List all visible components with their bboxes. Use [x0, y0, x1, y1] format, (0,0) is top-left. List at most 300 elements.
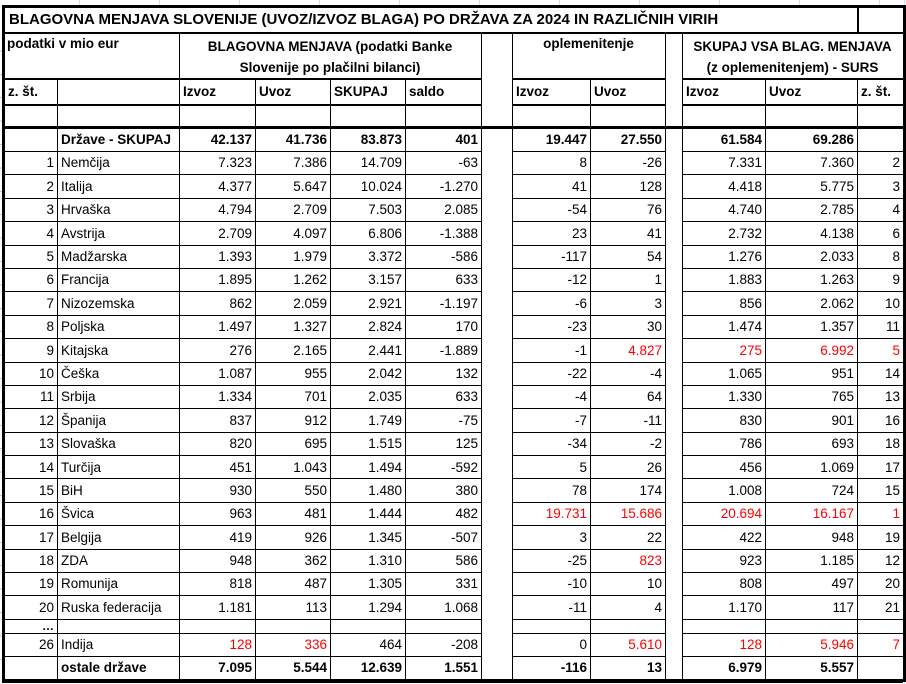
cell-row-no[interactable] — [4, 657, 58, 681]
cell-bs-izvoz[interactable]: 7.095 — [180, 657, 256, 681]
cell-bs-skupaj[interactable]: 83.873 — [331, 128, 406, 152]
cell-row-no-2[interactable]: 1 — [858, 502, 905, 525]
cell-bs-skupaj[interactable]: 2.824 — [331, 315, 406, 338]
cell-surs-uvoz[interactable]: 2.033 — [766, 245, 858, 268]
cell-bs-izvoz[interactable]: 1.181 — [180, 596, 256, 619]
cell-ople-uvoz[interactable]: 64 — [591, 385, 666, 408]
cell-surs-izvoz[interactable]: 1.474 — [683, 315, 766, 338]
cell-row-no-2[interactable]: 15 — [858, 479, 905, 502]
cell-row-no-2[interactable]: 19 — [858, 526, 905, 549]
cell-bs-izvoz[interactable]: 963 — [180, 502, 256, 525]
bank-group-header[interactable] — [180, 33, 482, 79]
cell-bs-uvoz[interactable]: 336 — [256, 633, 331, 656]
cell-row-no[interactable]: 18 — [4, 549, 58, 572]
cell-row-no[interactable]: 15 — [4, 479, 58, 502]
cell-surs-uvoz[interactable]: 951 — [766, 362, 858, 385]
cell-ople-izvoz[interactable]: -6 — [513, 292, 591, 315]
cell-bs-izvoz[interactable]: 4.377 — [180, 175, 256, 198]
col-header-saldo[interactable]: saldo — [406, 79, 482, 105]
cell-saldo[interactable]: 1.068 — [406, 596, 482, 619]
table-row — [4, 105, 905, 128]
col-header-bs-uvoz[interactable]: Uvoz — [256, 79, 331, 105]
cell-surs-uvoz[interactable]: 16.167 — [766, 502, 858, 525]
spacer-cell — [482, 362, 513, 385]
cell-saldo[interactable]: 482 — [406, 502, 482, 525]
cell-country[interactable]: Kitajska — [58, 339, 180, 362]
cell-surs-izvoz[interactable]: 808 — [683, 573, 766, 596]
cell-country[interactable]: Ruska federacija — [58, 596, 180, 619]
unit-label[interactable]: podatki v mio eur — [4, 33, 180, 79]
cell-country[interactable]: Turčija — [58, 456, 180, 479]
col-header-surs-izvoz[interactable]: Izvoz — [683, 79, 766, 105]
cell-saldo[interactable] — [406, 105, 482, 128]
cell-bs-uvoz[interactable]: 550 — [256, 479, 331, 502]
cell-bs-izvoz[interactable]: 818 — [180, 573, 256, 596]
cell-bs-izvoz[interactable]: 862 — [180, 292, 256, 315]
cell-surs-uvoz[interactable]: 1.069 — [766, 456, 858, 479]
cell-ople-uvoz[interactable]: 76 — [591, 198, 666, 221]
cell-saldo[interactable]: 633 — [406, 385, 482, 408]
cell-row-no-2[interactable]: 6 — [858, 222, 905, 245]
cell-bs-uvoz[interactable]: 695 — [256, 432, 331, 455]
cell-surs-uvoz[interactable]: 948 — [766, 526, 858, 549]
cell-bs-skupaj[interactable]: 2.441 — [331, 339, 406, 362]
cell-bs-uvoz[interactable] — [256, 619, 331, 633]
cell-surs-uvoz[interactable]: 2.062 — [766, 292, 858, 315]
cell-saldo[interactable]: 125 — [406, 432, 482, 455]
cell-bs-uvoz[interactable]: 912 — [256, 409, 331, 432]
cell-bs-skupaj[interactable]: 1.294 — [331, 596, 406, 619]
cell-surs-uvoz[interactable]: 7.360 — [766, 152, 858, 175]
cell-surs-izvoz[interactable]: 4.418 — [683, 175, 766, 198]
cell-row-no[interactable]: 1 — [4, 152, 58, 175]
cell-ople-izvoz[interactable]: -11 — [513, 596, 591, 619]
cell-country[interactable]: Države - SKUPAJ — [58, 128, 180, 152]
cell-ople-uvoz[interactable]: 4 — [591, 596, 666, 619]
cell-ople-izvoz[interactable]: 41 — [513, 175, 591, 198]
cell-surs-uvoz[interactable]: 1.185 — [766, 549, 858, 572]
cell-ople-uvoz[interactable]: 41 — [591, 222, 666, 245]
cell-country[interactable]: Slovaška — [58, 432, 180, 455]
cell-ople-izvoz[interactable]: 23 — [513, 222, 591, 245]
cell-row-no-2[interactable] — [858, 657, 905, 681]
cell-ople-uvoz[interactable]: 10 — [591, 573, 666, 596]
cell-row-no-2[interactable]: 7 — [858, 633, 905, 656]
cell-surs-izvoz[interactable]: 786 — [683, 432, 766, 455]
cell-surs-uvoz[interactable]: 5.946 — [766, 633, 858, 656]
cell-ople-izvoz[interactable]: 3 — [513, 526, 591, 549]
cell-bs-skupaj[interactable] — [331, 619, 406, 633]
cell-ople-izvoz[interactable]: -23 — [513, 315, 591, 338]
cell-ople-izvoz[interactable]: -1 — [513, 339, 591, 362]
cell-surs-uvoz[interactable]: 6.992 — [766, 339, 858, 362]
cell-ople-uvoz[interactable]: 26 — [591, 456, 666, 479]
cell-row-no-2[interactable]: 16 — [858, 409, 905, 432]
cell-bs-skupaj[interactable]: 1.749 — [331, 409, 406, 432]
cell-row-no[interactable]: 13 — [4, 432, 58, 455]
cell-surs-izvoz[interactable]: 4.740 — [683, 198, 766, 221]
cell-row-no-2[interactable]: 11 — [858, 315, 905, 338]
cell-bs-skupaj[interactable]: 1.305 — [331, 573, 406, 596]
cell-ople-uvoz[interactable]: 5.610 — [591, 633, 666, 656]
cell-saldo[interactable]: -507 — [406, 526, 482, 549]
cell-surs-izvoz[interactable]: 6.979 — [683, 657, 766, 681]
cell-saldo[interactable]: 2.085 — [406, 198, 482, 221]
cell-bs-uvoz[interactable]: 1.262 — [256, 268, 331, 291]
cell-saldo[interactable]: -1.889 — [406, 339, 482, 362]
cell-bs-skupaj[interactable]: 1.515 — [331, 432, 406, 455]
cell-bs-uvoz[interactable]: 2.709 — [256, 198, 331, 221]
cell-saldo[interactable]: 586 — [406, 549, 482, 572]
cell-bs-izvoz[interactable]: 1.334 — [180, 385, 256, 408]
cell-row-no-2[interactable]: 5 — [858, 339, 905, 362]
cell-bs-skupaj[interactable] — [331, 105, 406, 128]
cell-country[interactable]: Nemčija — [58, 152, 180, 175]
cell-row-no[interactable]: 11 — [4, 385, 58, 408]
cell-surs-izvoz[interactable]: 1.065 — [683, 362, 766, 385]
cell-row-no[interactable] — [4, 105, 58, 128]
cell-row-no-2[interactable] — [858, 128, 905, 152]
cell-saldo[interactable] — [406, 619, 482, 633]
cell-ople-izvoz[interactable] — [513, 105, 591, 128]
cell-bs-skupaj[interactable]: 6.806 — [331, 222, 406, 245]
cell-saldo[interactable]: -586 — [406, 245, 482, 268]
table-row — [4, 245, 905, 268]
cell-bs-uvoz[interactable]: 487 — [256, 573, 331, 596]
cell-ople-uvoz[interactable] — [591, 619, 666, 633]
cell-bs-uvoz[interactable]: 1.327 — [256, 315, 331, 338]
cell-row-no[interactable]: 10 — [4, 362, 58, 385]
cell-ople-uvoz[interactable]: -26 — [591, 152, 666, 175]
cell-surs-uvoz[interactable]: 2.785 — [766, 198, 858, 221]
cell-bs-skupaj[interactable]: 2.042 — [331, 362, 406, 385]
cell-bs-skupaj[interactable]: 14.709 — [331, 152, 406, 175]
cell-surs-uvoz[interactable]: 1.263 — [766, 268, 858, 291]
cell-surs-izvoz[interactable]: 7.331 — [683, 152, 766, 175]
cell-row-no-2[interactable] — [858, 619, 905, 633]
cell-surs-izvoz[interactable]: 128 — [683, 633, 766, 656]
cell-row-no[interactable]: 8 — [4, 315, 58, 338]
cell-bs-uvoz[interactable]: 926 — [256, 526, 331, 549]
cell-ople-izvoz[interactable]: 0 — [513, 633, 591, 656]
cell-surs-izvoz[interactable]: 1.008 — [683, 479, 766, 502]
cell-bs-izvoz[interactable]: 128 — [180, 633, 256, 656]
cell-ople-izvoz[interactable]: -117 — [513, 245, 591, 268]
cell-surs-izvoz[interactable] — [683, 105, 766, 128]
col-header-bs-izvoz[interactable]: Izvoz — [180, 79, 256, 105]
cell-country[interactable]: ZDA — [58, 549, 180, 572]
cell-saldo[interactable]: -208 — [406, 633, 482, 656]
cell-ople-uvoz[interactable]: 128 — [591, 175, 666, 198]
cell-ople-uvoz[interactable]: -2 — [591, 432, 666, 455]
cell-country[interactable] — [58, 619, 180, 633]
cell-bs-skupaj[interactable]: 7.503 — [331, 198, 406, 221]
cell-saldo[interactable]: 1.551 — [406, 657, 482, 681]
col-header-bs-skupaj[interactable]: SKUPAJ — [331, 79, 406, 105]
spacer-cell — [666, 432, 683, 455]
table-row — [4, 633, 905, 656]
cell-bs-uvoz[interactable]: 481 — [256, 502, 331, 525]
cell-saldo[interactable]: 633 — [406, 268, 482, 291]
cell-ople-izvoz[interactable]: 5 — [513, 456, 591, 479]
cell-surs-uvoz[interactable]: 69.286 — [766, 128, 858, 152]
cell-surs-uvoz[interactable]: 4.138 — [766, 222, 858, 245]
cell-bs-uvoz[interactable]: 955 — [256, 362, 331, 385]
cell-ople-uvoz[interactable]: 4.827 — [591, 339, 666, 362]
cell-surs-uvoz[interactable]: 1.357 — [766, 315, 858, 338]
col-header-row-no[interactable]: z. št. — [4, 79, 58, 105]
cell-row-no[interactable]: 4 — [4, 222, 58, 245]
cell-row-no[interactable]: 2 — [4, 175, 58, 198]
ople-group-header[interactable]: oplemenitenje — [513, 33, 666, 79]
cell-ople-uvoz[interactable] — [591, 105, 666, 128]
cell-bs-izvoz[interactable]: 1.895 — [180, 268, 256, 291]
cell-bs-izvoz[interactable]: 4.794 — [180, 198, 256, 221]
cell-country[interactable]: Poljska — [58, 315, 180, 338]
cell-country[interactable]: Češka — [58, 362, 180, 385]
cell-ople-izvoz[interactable]: -54 — [513, 198, 591, 221]
cell-bs-skupaj[interactable]: 2.921 — [331, 292, 406, 315]
cell-saldo[interactable]: 331 — [406, 573, 482, 596]
cell-ople-uvoz[interactable]: 174 — [591, 479, 666, 502]
cell-surs-uvoz[interactable]: 693 — [766, 432, 858, 455]
cell-row-no[interactable]: 9 — [4, 339, 58, 362]
cell-saldo[interactable]: -592 — [406, 456, 482, 479]
cell-row-no[interactable]: … — [4, 619, 58, 633]
cell-row-no-2[interactable]: 14 — [858, 362, 905, 385]
cell-bs-izvoz[interactable]: 1.393 — [180, 245, 256, 268]
cell-surs-izvoz[interactable]: 923 — [683, 549, 766, 572]
table-row — [4, 596, 905, 619]
surs-group-header[interactable] — [683, 33, 905, 79]
cell-saldo[interactable]: 132 — [406, 362, 482, 385]
cell-bs-izvoz[interactable]: 820 — [180, 432, 256, 455]
cell-row-no-2[interactable]: 9 — [858, 268, 905, 291]
cell-row-no[interactable]: 3 — [4, 198, 58, 221]
cell-bs-uvoz[interactable]: 362 — [256, 549, 331, 572]
cell-row-no[interactable]: 7 — [4, 292, 58, 315]
cell-row-no-2[interactable]: 3 — [858, 175, 905, 198]
cell-surs-izvoz[interactable]: 456 — [683, 456, 766, 479]
cell-ople-izvoz[interactable]: 78 — [513, 479, 591, 502]
cell-ople-uvoz[interactable]: 15.686 — [591, 502, 666, 525]
cell-row-no-2[interactable]: 10 — [858, 292, 905, 315]
cell-row-no[interactable]: 5 — [4, 245, 58, 268]
cell-bs-izvoz[interactable]: 451 — [180, 456, 256, 479]
cell-bs-izvoz[interactable]: 930 — [180, 479, 256, 502]
cell-country[interactable]: BiH — [58, 479, 180, 502]
cell-bs-uvoz[interactable]: 41.736 — [256, 128, 331, 152]
cell-saldo[interactable]: -63 — [406, 152, 482, 175]
cell-bs-izvoz[interactable] — [180, 105, 256, 128]
cell-surs-uvoz[interactable]: 117 — [766, 596, 858, 619]
cell-country[interactable]: Avstrija — [58, 222, 180, 245]
cell-row-no-2[interactable] — [858, 105, 905, 128]
cell-bs-skupaj[interactable]: 1.480 — [331, 479, 406, 502]
cell-bs-uvoz[interactable]: 2.165 — [256, 339, 331, 362]
spacer-cell — [482, 222, 513, 245]
cell-surs-izvoz[interactable]: 275 — [683, 339, 766, 362]
cell-surs-izvoz[interactable]: 1.330 — [683, 385, 766, 408]
cell-country[interactable]: Španija — [58, 409, 180, 432]
cell-surs-uvoz[interactable] — [766, 619, 858, 633]
cell-surs-izvoz[interactable]: 61.584 — [683, 128, 766, 152]
cell-country[interactable]: Hrvaška — [58, 198, 180, 221]
cell-ople-uvoz[interactable]: 27.550 — [591, 128, 666, 152]
cell-bs-skupaj[interactable]: 1.444 — [331, 502, 406, 525]
cell-row-no-2[interactable]: 8 — [858, 245, 905, 268]
cell-surs-izvoz[interactable] — [683, 619, 766, 633]
cell-country[interactable]: Srbija — [58, 385, 180, 408]
cell-saldo[interactable]: 170 — [406, 315, 482, 338]
cell-bs-uvoz[interactable]: 1.979 — [256, 245, 331, 268]
cell-bs-skupaj[interactable]: 464 — [331, 633, 406, 656]
cell-ople-uvoz[interactable]: 30 — [591, 315, 666, 338]
cell-surs-izvoz[interactable]: 1.170 — [683, 596, 766, 619]
cell-ople-uvoz[interactable]: 3 — [591, 292, 666, 315]
cell-surs-uvoz[interactable] — [766, 105, 858, 128]
cell-saldo[interactable]: 401 — [406, 128, 482, 152]
cell-ople-izvoz[interactable]: -12 — [513, 268, 591, 291]
col-header-surs-uvoz[interactable]: Uvoz — [766, 79, 858, 105]
cell-row-no[interactable]: 6 — [4, 268, 58, 291]
col-header-country[interactable] — [58, 79, 180, 105]
cell-bs-izvoz[interactable]: 1.497 — [180, 315, 256, 338]
cell-bs-skupaj[interactable]: 1.494 — [331, 456, 406, 479]
cell-surs-uvoz[interactable]: 765 — [766, 385, 858, 408]
cell-row-no[interactable]: 16 — [4, 502, 58, 525]
cell-row-no-2[interactable]: 21 — [858, 596, 905, 619]
cell-ople-izvoz[interactable]: -22 — [513, 362, 591, 385]
cell-bs-skupaj[interactable]: 2.035 — [331, 385, 406, 408]
cell-surs-uvoz[interactable]: 901 — [766, 409, 858, 432]
cell-bs-izvoz[interactable]: 419 — [180, 526, 256, 549]
col-header-ople-uvoz[interactable]: Uvoz — [591, 79, 666, 105]
spacer-cell — [482, 105, 513, 128]
cell-bs-izvoz[interactable]: 1.087 — [180, 362, 256, 385]
cell-country[interactable]: Indija — [58, 633, 180, 656]
cell-ople-izvoz[interactable] — [513, 619, 591, 633]
cell-bs-skupaj[interactable]: 10.024 — [331, 175, 406, 198]
table-row — [4, 128, 905, 152]
cell-surs-uvoz[interactable]: 497 — [766, 573, 858, 596]
cell-ople-izvoz[interactable]: 19.447 — [513, 128, 591, 152]
cell-ople-izvoz[interactable]: -10 — [513, 573, 591, 596]
cell-ople-uvoz[interactable]: 13 — [591, 657, 666, 681]
cell-bs-izvoz[interactable]: 837 — [180, 409, 256, 432]
cell-saldo[interactable]: -1.388 — [406, 222, 482, 245]
cell-surs-izvoz[interactable]: 830 — [683, 409, 766, 432]
cell-ople-izvoz[interactable]: -25 — [513, 549, 591, 572]
cell-surs-uvoz[interactable]: 5.775 — [766, 175, 858, 198]
cell-ople-izvoz[interactable]: 8 — [513, 152, 591, 175]
cell-ople-izvoz[interactable]: -7 — [513, 409, 591, 432]
col-header-ople-izvoz[interactable]: Izvoz — [513, 79, 591, 105]
cell-bs-uvoz[interactable] — [256, 105, 331, 128]
cell-row-no[interactable]: 12 — [4, 409, 58, 432]
cell-surs-uvoz[interactable]: 724 — [766, 479, 858, 502]
cell-ople-izvoz[interactable]: -116 — [513, 657, 591, 681]
cell-ople-uvoz[interactable]: 1 — [591, 268, 666, 291]
cell-bs-uvoz[interactable]: 4.097 — [256, 222, 331, 245]
cell-saldo[interactable]: 380 — [406, 479, 482, 502]
cell-row-no-2[interactable]: 17 — [858, 456, 905, 479]
cell-row-no-2[interactable]: 12 — [858, 549, 905, 572]
cell-surs-izvoz[interactable]: 856 — [683, 292, 766, 315]
cell-surs-uvoz[interactable]: 5.557 — [766, 657, 858, 681]
cell-bs-uvoz[interactable]: 5.647 — [256, 175, 331, 198]
cell-row-no-2[interactable]: 2 — [858, 152, 905, 175]
cell-bs-skupaj[interactable]: 12.639 — [331, 657, 406, 681]
cell-row-no-2[interactable]: 20 — [858, 573, 905, 596]
cell-bs-uvoz[interactable]: 2.059 — [256, 292, 331, 315]
cell-ople-izvoz[interactable]: -34 — [513, 432, 591, 455]
cell-saldo[interactable]: -1.197 — [406, 292, 482, 315]
cell-row-no-2[interactable]: 4 — [858, 198, 905, 221]
cell-row-no[interactable]: 26 — [4, 633, 58, 656]
cell-country[interactable]: Belgija — [58, 526, 180, 549]
cell-surs-izvoz[interactable]: 2.732 — [683, 222, 766, 245]
cell-surs-izvoz[interactable]: 1.276 — [683, 245, 766, 268]
cell-country[interactable]: Italija — [58, 175, 180, 198]
cell-country[interactable]: Romunija — [58, 573, 180, 596]
cell-row-no[interactable]: 14 — [4, 456, 58, 479]
cell-ople-uvoz[interactable]: -11 — [591, 409, 666, 432]
cell-row-no[interactable]: 17 — [4, 526, 58, 549]
cell-bs-izvoz[interactable]: 42.137 — [180, 128, 256, 152]
cell-row-no-2[interactable]: 13 — [858, 385, 905, 408]
cell-bs-izvoz[interactable]: 276 — [180, 339, 256, 362]
cell-row-no-2[interactable]: 18 — [858, 432, 905, 455]
cell-country[interactable] — [58, 105, 180, 128]
cell-ople-uvoz[interactable]: 22 — [591, 526, 666, 549]
cell-row-no[interactable] — [4, 128, 58, 152]
cell-surs-izvoz[interactable]: 422 — [683, 526, 766, 549]
cell-country[interactable]: ostale države — [58, 657, 180, 681]
cell-surs-izvoz[interactable]: 1.883 — [683, 268, 766, 291]
spacer-cell — [482, 245, 513, 268]
cell-bs-izvoz[interactable]: 948 — [180, 549, 256, 572]
cell-ople-izvoz[interactable]: 19.731 — [513, 502, 591, 525]
cell-country[interactable]: Švica — [58, 502, 180, 525]
cell-country[interactable]: Madžarska — [58, 245, 180, 268]
cell-bs-uvoz[interactable]: 113 — [256, 596, 331, 619]
cell-ople-uvoz[interactable]: -4 — [591, 362, 666, 385]
cell-bs-uvoz[interactable]: 7.386 — [256, 152, 331, 175]
cell-row-no[interactable]: 20 — [4, 596, 58, 619]
cell-saldo[interactable]: -75 — [406, 409, 482, 432]
cell-ople-uvoz[interactable]: 54 — [591, 245, 666, 268]
cell-surs-izvoz[interactable]: 20.694 — [683, 502, 766, 525]
cell-bs-skupaj[interactable]: 3.157 — [331, 268, 406, 291]
cell-saldo[interactable]: -1.270 — [406, 175, 482, 198]
cell-bs-skupaj[interactable]: 1.310 — [331, 549, 406, 572]
cell-country[interactable]: Francija — [58, 268, 180, 291]
cell-bs-uvoz[interactable]: 5.544 — [256, 657, 331, 681]
cell-bs-izvoz[interactable] — [180, 619, 256, 633]
cell-bs-skupaj[interactable]: 1.345 — [331, 526, 406, 549]
cell-bs-izvoz[interactable]: 7.323 — [180, 152, 256, 175]
cell-ople-izvoz[interactable]: -4 — [513, 385, 591, 408]
cell-bs-uvoz[interactable]: 1.043 — [256, 456, 331, 479]
cell-country[interactable]: Nizozemska — [58, 292, 180, 315]
cell-row-no[interactable]: 19 — [4, 573, 58, 596]
cell-bs-izvoz[interactable]: 2.709 — [180, 222, 256, 245]
cell-bs-uvoz[interactable]: 701 — [256, 385, 331, 408]
col-header-row-no-2[interactable]: z. št. — [858, 79, 905, 105]
cell-ople-uvoz[interactable]: 823 — [591, 549, 666, 572]
cell-bs-skupaj[interactable]: 3.372 — [331, 245, 406, 268]
